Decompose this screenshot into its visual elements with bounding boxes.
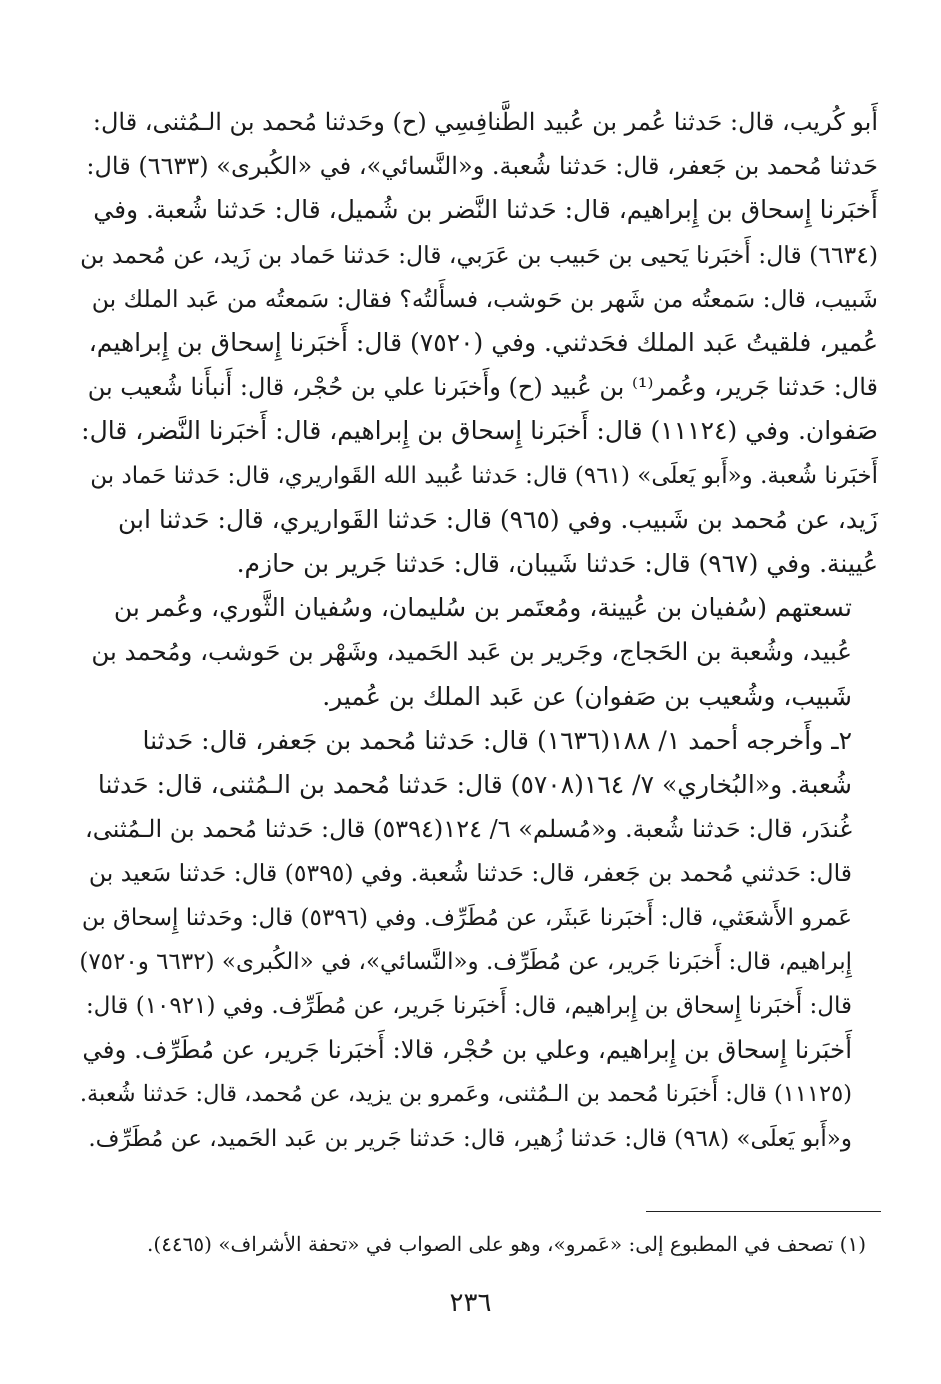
text-line: قال: حَدثني مُحمد بن جَعفر، قال: حَدثنا شُعبة. وفي (٥٣٩٥) قال: حَدثنا سَعيد بن: [88, 859, 852, 888]
text-line: (٦٦٣٤) قال: أَخبَرنا يَحيى بن حَبيب بن عَرَبي، قال: حَدثنا حَماد بن زَيد، عن مُحمد بن: [80, 240, 878, 269]
text-line: أَبو كُريب، قال: حَدثنا عُمر بن عُبيد الطَّنافِسِي (ح) وحَدثنا مُحمد بن الـمُثنى، قال:: [92, 108, 878, 136]
text-line: أَخبَرنا إِسحاق بن إِبراهيم، قال: حَدثنا النَّضر بن شُميل، قال: حَدثنا شُعبة. وفي: [93, 195, 878, 225]
text-line: عَمرو الأَشعَثي، قال: أَخبَرنا عَبثَر، عن مُطَرِّف. وفي (٥٣٩٦) قال: وحَدثنا إِسحاق بن: [81, 904, 852, 931]
page-number: ٢٣٦: [449, 1288, 492, 1318]
text-line: أَخبَرنا إِسحاق بن إِبراهيم، وعلي بن حُجْر، قالا: أَخبَرنا جَرير، عن مُطَرِّف. وفي: [82, 1035, 852, 1065]
text-line: قال: أَخبَرنا إِسحاق بن إِبراهيم، قال: أَخبَرنا جَرير، عن مُطَرِّف. وفي (١٠٩٢١) قال:: [85, 993, 852, 1020]
text-line: و«أَبو يَعلَى» (٩٦٨) قال: حَدثنا زُهير، قال: حَدثنا جَرير بن عَبد الحَميد، عن مُطَرِّف.: [88, 1125, 852, 1152]
text-line: غُندَر، قال: حَدثنا شُعبة. و«مُسلم» ٦/ ١٢٤(٥٣٩٤) قال: حَدثنا مُحمد بن الـمُثنى،: [84, 815, 852, 844]
text-line: إِبراهيم، قال: أَخبَرنا جَرير، عن مُطَرِّف. و«النَّسائي»، في «الكُبرى» (٦٦٣٢ و٧٥٢٠): [79, 948, 852, 975]
paragraph-2: [78, 586, 878, 719]
text-line: ٢ـ وأَخرجه أحمد ١/ ١٨٨(١٦٣٦) قال: حَدثنا مُحمد بن جَعفر، قال: حَدثنا: [142, 725, 852, 755]
page-body: [78, 100, 878, 1161]
text-line: (١١١٢٥) قال: أَخبَرنا مُحمد بن الـمُثنى، وعَمرو بن يزيد، عن مُحمد، قال: حَدثنا شُعبة.: [79, 1081, 852, 1108]
text-line: تسعتهم (سُفيان بن عُيينة، ومُعتَمر بن سُليمان، وسُفيان الثَّوري، وعُمر بن: [113, 593, 852, 623]
text-line: شَبيب، قال: سَمعتُه من شَهر بن حَوشب، فسأَلتُه؟ فقال: سَمعتُه من عَبد الملك بن: [91, 284, 878, 313]
text-line: صَفوان. وفي (١١١٢٤) قال: أَخبَرنا إِسحاق بن إِبراهيم، قال: أَخبَرنا النَّضر، قال:: [81, 416, 878, 446]
text-line: حَدثنا مُحمد بن جَعفر، قال: حَدثنا شُعبة. و«النَّسائي»، في «الكُبرى» (٦٦٣٣) قال:: [86, 152, 878, 181]
text-line: عُبيد، وشُعبة بن الحَجاج، وجَرير بن عَبد الحَميد، وشَهْر بن حَوشب، ومُحمد بن: [91, 637, 852, 667]
footnote: (١) تصحف في المطبوع إلى: «عَمرو»، وهو على الصواب في «تحفة الأشراف» (٤٤٦٥).: [147, 1232, 866, 1256]
text-line: قال: حَدثنا جَرير، وعُمر⁽¹⁾ بن عُبيد (ح) وأَخبَرنا علي بن حُجْر، قال: أَنبأَنا شُعيب بن: [87, 373, 878, 402]
text-line: زَيد، عن مُحمد بن شَبيب. وفي (٩٦٥) قال: حَدثنا القَواريري، قال: حَدثنا ابن: [118, 504, 878, 534]
text-line: شَبيب، وشُعيب بن صَفوان) عن عَبد الملك بن عُمير.: [322, 681, 852, 711]
text-line: عُيينة. وفي (٩٦٧) قال: حَدثنا شَيبان، قال: حَدثنا جَرير بن حازم.: [236, 549, 878, 579]
paragraph-3: [78, 719, 878, 1161]
text-line: شُعبة. و«البُخاري» ٧/ ١٦٤(٥٧٠٨) قال: حَدثنا مُحمد بن الـمُثنى، قال: حَدثنا: [97, 770, 852, 800]
text-line: أَخبَرنا شُعبة. و«أَبو يَعلَى» (٩٦١) قال: حَدثنا عُبيد الله القَواريري، قال: حَدثنا حَماد بن: [90, 462, 878, 489]
paragraph-1: [78, 100, 878, 586]
footnote-divider: [646, 1211, 881, 1212]
text-line: عُمير، فلقيتُ عَبد الملك فحَدثني. وفي (٧٥٢٠) قال: أَخبَرنا إِسحاق بن إِبراهيم،: [88, 328, 878, 358]
